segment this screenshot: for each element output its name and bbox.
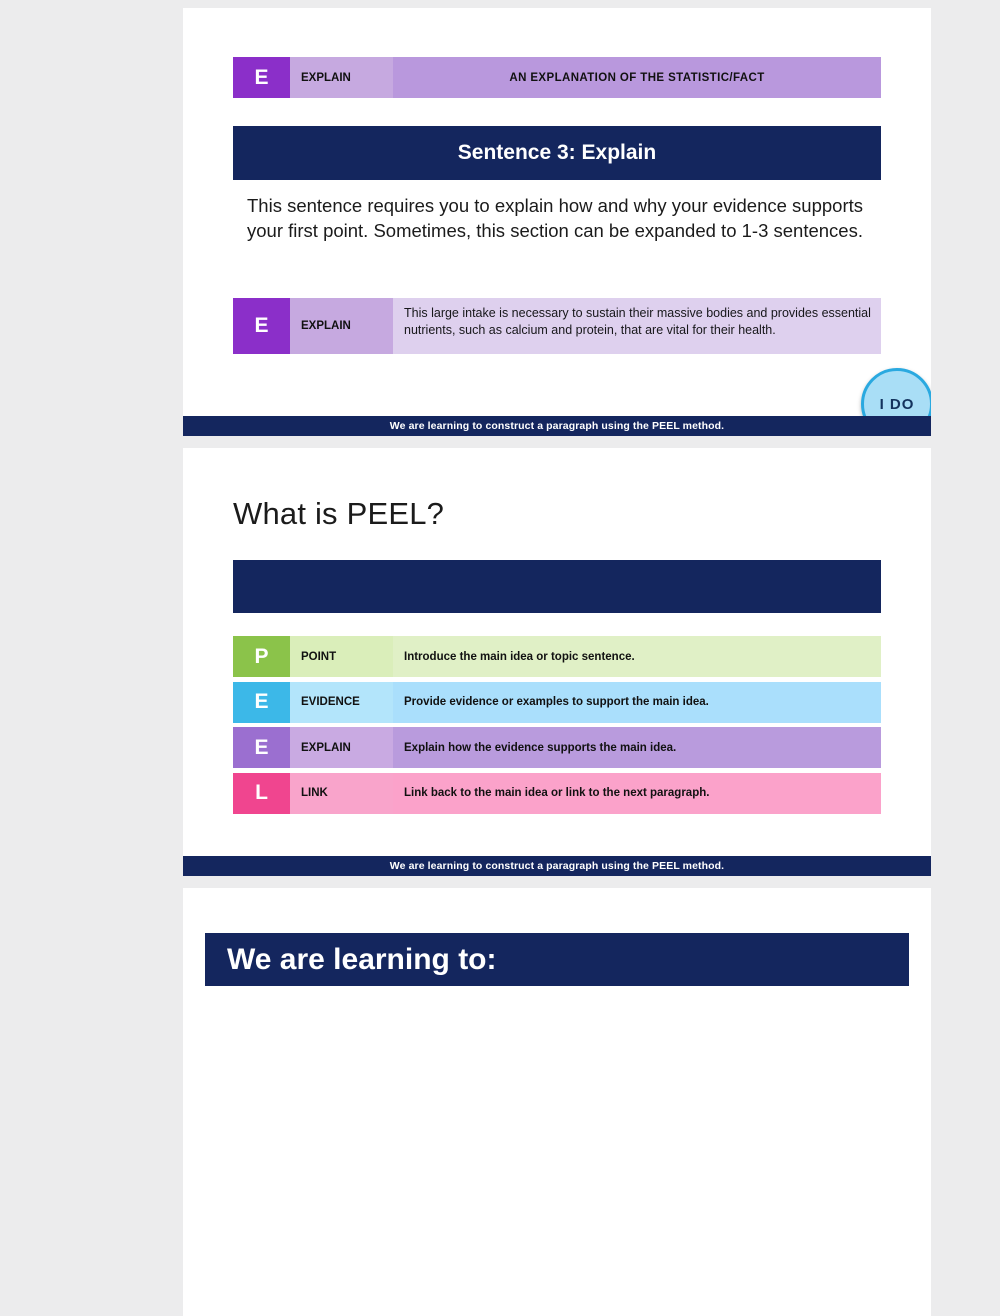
peel-description: AN EXPLANATION OF THE STATISTIC/FACT [393,57,881,98]
peel-letter-badge: E [233,298,290,354]
peel-description: Link back to the main idea or link to the next paragraph. [393,773,881,814]
peel-table-row [233,682,881,723]
footer-banner: We are learning to construct a paragraph using the PEEL method. [183,856,931,876]
peel-word-label: EXPLAIN [290,57,393,98]
peel-word-label: EVIDENCE [290,682,393,723]
navy-title-placeholder [233,560,881,613]
peel-table-row [233,727,881,768]
peel-letter-badge: E [233,682,290,723]
learning-intention-title: We are learning to: [205,933,909,986]
peel-table-row [233,636,881,677]
peel-letter-badge: P [233,636,290,677]
i-do-badge: I DO [861,368,931,436]
page-title: What is PEEL? [233,496,445,531]
footer-banner: We are learning to construct a paragraph using the PEEL method. [183,416,931,436]
peel-letter-badge: L [233,773,290,814]
peel-table-row [233,773,881,814]
peel-letter-badge: E [233,727,290,768]
slide-title-bar: Sentence 3: Explain [233,126,881,180]
peel-word-label: LINK [290,773,393,814]
peel-letter-badge: E [233,57,290,98]
example-sentence-row [233,298,881,354]
slide-body-text: This sentence requires you to explain how and why your evidence supports your first point. Sometimes, this section can be expanded to 1-3 sentences. [247,195,863,241]
slide-what-is-peel [183,448,931,876]
peel-word-label: EXPLAIN [290,727,393,768]
example-sentence-text: This large intake is necessary to sustain their massive bodies and provides essential nutrients, such as calcium and protein, that are vital for their health. [393,298,881,354]
slide-we-are-learning-to [183,888,931,1316]
peel-strip-explain-header [233,57,881,98]
peel-description: Provide evidence or examples to support the main idea. [393,682,881,723]
peel-word-label: EXPLAIN [290,298,393,354]
peel-description: Introduce the main idea or topic sentence. [393,636,881,677]
peel-description: Explain how the evidence supports the main idea. [393,727,881,768]
peel-word-label: POINT [290,636,393,677]
slide-sentence-3-explain [183,8,931,436]
